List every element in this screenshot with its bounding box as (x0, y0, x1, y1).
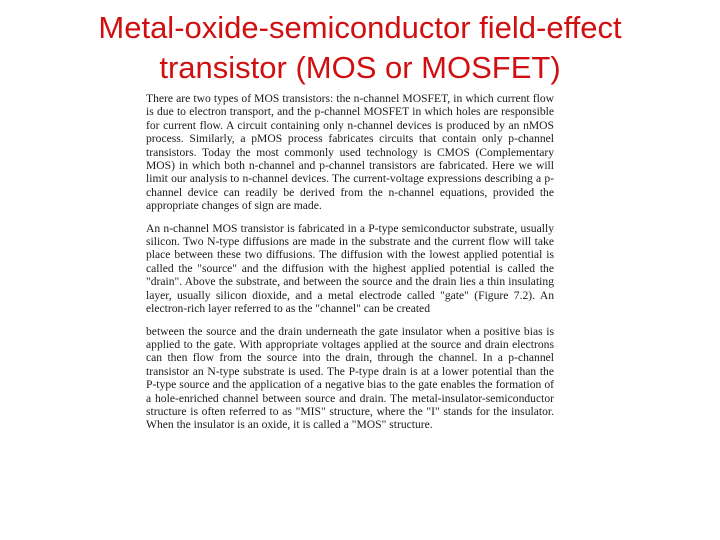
slide-title (40, 8, 680, 88)
paragraph-channel-operation: between the source and the drain underneath the gate insulator when a positive bias is applied to the gate. With appropriate voltages applied at the source and drain electrons can then flow from the source into the drain, through the channel. In a p-channel transistor an N-type substrate is used. The P-type drain is at a lower potential than the P-type source and the application of a negative bias to the gate enables the formation of a hole-enriched channel between source and drain. The metal-insulator-semiconductor structure is often referred to as "MIS" structure, where the "I" stands for the insulator. When the insulator is an oxide, it is called a "MOS" structure. (146, 324, 554, 432)
paragraph-nchannel-structure: An n-channel MOS transistor is fabricated in a P-type semiconductor substrate, usually silicon. Two N-type diffusions are made in the substrate and the current flow will take place between these two diffusions. The diffusion with the lowest applied potential is called the "source" and the diffusion with the highest applied potential is called the "drain". Above the substrate, and between the source and the drain lies a thin insulating layer, usually silicon dioxide, and a metal electrode called "gate" (Figure 7.2). An electron-rich layer referred to as the "channel" can be created (146, 221, 554, 316)
scanned-text-block (146, 92, 554, 432)
paragraph-mos-types: There are two types of MOS transistors: the n-channel MOSFET, in which current flow is due to electron transport, and the p-channel MOSFET in which holes are responsible for current flow. A circuit containing only n-channel devices is produced by an nMOS process. Similarly, a pMOS process fabricates circuits that contain only p-channel transistors. Today the most commonly used technology is CMOS (Complementary MOS) in which both n-channel and p-channel transistors are fabricated. Here we will limit our analysis to n-channel devices. The current-voltage expressions describing a p-channel device can readily be derived from the n-channel equations, provided the appropriate changes of sign are made. (146, 92, 554, 213)
slide-title-line-1: Metal-oxide-semiconductor field-effect (98, 10, 622, 45)
slide-title-line-2: transistor (MOS or MOSFET) (159, 50, 561, 85)
